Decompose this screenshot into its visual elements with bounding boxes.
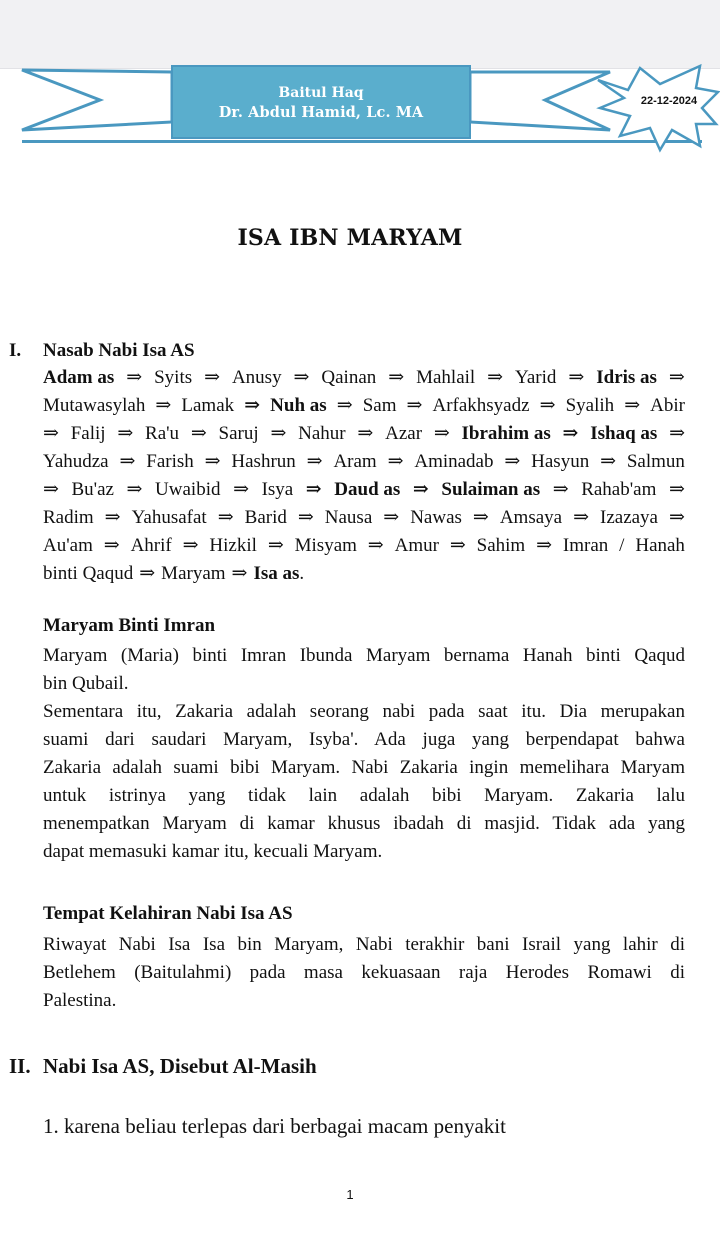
arrow-glyph: ⇒: [412, 479, 429, 500]
arrow-glyph: ⇒: [155, 395, 172, 416]
section-2-number: II.: [9, 1054, 31, 1078]
arrow-glyph: ⇒: [103, 535, 120, 556]
arrow-glyph: ⇒: [472, 507, 489, 528]
nasab-name: Hanah: [635, 535, 685, 556]
nasab-name: Farish: [146, 451, 194, 472]
arrow-glyph: ⇒: [126, 479, 143, 500]
arrow-glyph: ⇒: [233, 479, 249, 500]
arrow-glyph: ⇒: [387, 451, 404, 472]
nasab-name: Nahur: [298, 423, 346, 444]
nasab-line: [43, 420, 685, 448]
nasab-name: Misyam: [294, 535, 357, 556]
nasab-name: Isya: [261, 479, 294, 500]
arrow-glyph: ⇒: [624, 395, 641, 416]
header-rule: [22, 140, 702, 143]
document-title: ISA IBN MARYAM: [237, 225, 463, 251]
nasab-name: Barid: [244, 507, 287, 528]
nasab-name: Qainan: [321, 367, 377, 388]
arrow-glyph: ⇒: [190, 423, 207, 444]
nasab-name: Mahlail: [416, 367, 476, 388]
arrow-glyph: ⇒: [244, 395, 261, 416]
nasab-name: Aram: [333, 451, 377, 472]
arrow-glyph: ⇒: [539, 395, 556, 416]
nasab-name: Daud as: [334, 479, 401, 500]
header-date: 22-12-2024: [640, 95, 698, 107]
arrow-glyph: ⇒: [306, 451, 323, 472]
arrow-glyph: ⇒: [600, 451, 616, 472]
nasab-name: Yahudza: [43, 451, 109, 472]
arrow-glyph: ⇒: [104, 507, 121, 528]
arrow-glyph: ⇒: [552, 479, 569, 500]
nasab-name: Maryam: [161, 563, 226, 584]
arrow-glyph: ⇒: [336, 395, 353, 416]
section-2-heading: Nabi Isa AS, Disebut Al-Masih: [43, 1054, 317, 1078]
nasab-name: Amsaya: [499, 507, 563, 528]
nasab-name: Nausa: [324, 507, 373, 528]
nasab-name: Rahab'am: [581, 479, 657, 500]
arrow-glyph: ⇒: [270, 423, 287, 444]
paragraph-line: bin Qubail.: [43, 673, 129, 694]
paragraph-line: Betlehem (Baitulahmi) pada masa kekuasaan raja Herodes Romawi di: [43, 962, 685, 983]
arrow-glyph: ⇒: [573, 507, 589, 528]
arrow-glyph: ⇒: [126, 367, 143, 388]
paragraph-line: Maryam (Maria) binti Imran Ibunda Maryam bernama Hanah binti Qaqud: [43, 645, 685, 666]
nasab-name: Sam: [362, 395, 397, 416]
arrow-glyph: ⇒: [383, 507, 400, 528]
arrow-glyph: ⇒: [297, 507, 314, 528]
nasab-name: Yarid: [515, 367, 557, 388]
nasab-name: Nuh as: [270, 395, 327, 416]
nasab-name: Hashrun: [231, 451, 296, 472]
nasab-name: .: [299, 563, 305, 584]
arrow-glyph: ⇒: [119, 451, 136, 472]
paragraph-line: untuk istrinya yang tidak lain adalah bibi Maryam. Zakaria lalu: [43, 785, 685, 806]
arrow-glyph: ⇒: [562, 423, 579, 444]
arrow-glyph: ⇒: [182, 535, 199, 556]
nasab-name: Sahim: [476, 535, 526, 556]
nasab-name: Idris as: [596, 367, 657, 388]
subsection-kelahiran-body: [43, 931, 685, 1015]
arrow-glyph: ⇒: [43, 479, 59, 500]
date-starburst: [598, 66, 718, 150]
nasab-line: [43, 448, 685, 476]
nasab-name: Ra'u: [145, 423, 180, 444]
nasab-name: Nawas: [410, 507, 462, 528]
nasab-name: /: [619, 535, 625, 556]
right-arrow-shape: [470, 72, 610, 130]
nasab-name: Arfakhsyadz: [432, 395, 530, 416]
nasab-name: Adam as: [43, 367, 115, 388]
subsection-maryam-heading: Maryam Binti Imran: [43, 615, 216, 636]
nasab-name: Salmun: [626, 451, 685, 472]
nasab-name: Uwaibid: [155, 479, 221, 500]
list-item: 1. karena beliau terlepas dari berbagai macam penyakit: [43, 1114, 506, 1138]
nasab-line: [43, 392, 685, 420]
nasab-name: Isa as: [253, 563, 300, 584]
nasab-line: [43, 364, 685, 392]
nasab-name: Azar: [385, 423, 423, 444]
nasab-name: Abir: [650, 395, 685, 416]
nasab-name: Anusy: [231, 367, 282, 388]
nasab-name: Aminadab: [414, 451, 494, 472]
arrow-glyph: ⇒: [204, 451, 221, 472]
nasab-name: Syalih: [565, 395, 615, 416]
nasab-name: Amur: [394, 535, 439, 556]
arrow-glyph: ⇒: [433, 423, 450, 444]
nasab-lineage: [43, 364, 685, 588]
arrow-glyph: ⇒: [231, 563, 248, 584]
arrow-glyph: ⇒: [204, 367, 220, 388]
header-line-2: Dr. Abdul Hamid, Lc. MA: [218, 104, 424, 121]
nasab-name: Falij: [70, 423, 106, 444]
header-title: [175, 84, 467, 122]
nasab-name: Ahrif: [130, 535, 172, 556]
paragraph-line: Palestina.: [43, 990, 117, 1011]
arrow-glyph: ⇒: [568, 367, 585, 388]
paragraph-line: Sementara itu, Zakaria adalah seorang nabi pada saat itu. Dia merupakan: [43, 701, 685, 722]
arrow-glyph: ⇒: [305, 479, 322, 500]
page-number: 1: [346, 1187, 354, 1202]
nasab-line: [43, 560, 685, 588]
arrow-glyph: ⇒: [43, 423, 59, 444]
nasab-name: Syits: [154, 367, 193, 388]
nasab-name: Lamak: [181, 395, 235, 416]
arrow-glyph: ⇒: [139, 563, 156, 584]
browser-top-bar: [0, 0, 720, 69]
arrow-glyph: ⇒: [487, 367, 504, 388]
nasab-line: [43, 532, 685, 560]
section-1-heading: Nasab Nabi Isa AS: [43, 340, 195, 361]
nasab-name: Ishaq as: [590, 423, 658, 444]
arrow-glyph: ⇒: [388, 367, 405, 388]
arrow-glyph: ⇒: [367, 535, 384, 556]
arrow-glyph: ⇒: [669, 507, 685, 528]
arrow-glyph: ⇒: [117, 423, 134, 444]
nasab-name: Mutawasylah: [43, 395, 146, 416]
section-1-number: I.: [9, 340, 22, 361]
nasab-name: Hizkil: [209, 535, 257, 556]
subsection-maryam-body: [43, 642, 685, 866]
nasab-name: Hasyun: [531, 451, 590, 472]
arrow-glyph: ⇒: [504, 451, 521, 472]
arrow-glyph: ⇒: [293, 367, 310, 388]
nasab-name: Saruj: [218, 423, 259, 444]
arrow-glyph: ⇒: [668, 479, 685, 500]
nasab-name: Yahusafat: [131, 507, 207, 528]
paragraph-line: suami dari saudari Maryam, Isyba'. Ada juga yang berpendapat bahwa: [43, 729, 685, 750]
nasab-line: [43, 476, 685, 504]
nasab-name: Izazaya: [600, 507, 658, 528]
nasab-name: Au'am: [43, 535, 93, 556]
arrow-glyph: ⇒: [669, 423, 685, 444]
left-arrow-shape: [22, 70, 172, 130]
arrow-glyph: ⇒: [449, 535, 466, 556]
nasab-name: Radim: [43, 507, 94, 528]
nasab-name: Ibrahim as: [461, 423, 551, 444]
paragraph-line: dapat memasuki kamar itu, kecuali Maryam.: [43, 841, 383, 862]
arrow-glyph: ⇒: [536, 535, 553, 556]
nasab-name: Sulaiman as: [441, 479, 541, 500]
arrow-glyph: ⇒: [267, 535, 284, 556]
paragraph-line: Riwayat Nabi Isa Isa bin Maryam, Nabi terakhir bani Israil yang lahir di: [43, 934, 685, 955]
arrow-glyph: ⇒: [406, 395, 423, 416]
paragraph-line: menempatkan Maryam di kamar khusus ibadah di masjid. Tidak ada yang: [43, 813, 685, 834]
header-line-1: Baitul Haq: [278, 85, 364, 101]
nasab-name: Bu'az: [71, 479, 114, 500]
arrow-glyph: ⇒: [357, 423, 374, 444]
nasab-line: [43, 504, 685, 532]
nasab-name: Imran: [562, 535, 609, 556]
nasab-name: binti Qaqud: [43, 563, 134, 584]
arrow-glyph: ⇒: [217, 507, 234, 528]
arrow-glyph: ⇒: [668, 367, 685, 388]
paragraph-line: Zakaria adalah suami bibi Maryam. Nabi Zakaria ingin memelihara Maryam: [43, 757, 685, 778]
subsection-kelahiran-heading: Tempat Kelahiran Nabi Isa AS: [43, 903, 293, 924]
